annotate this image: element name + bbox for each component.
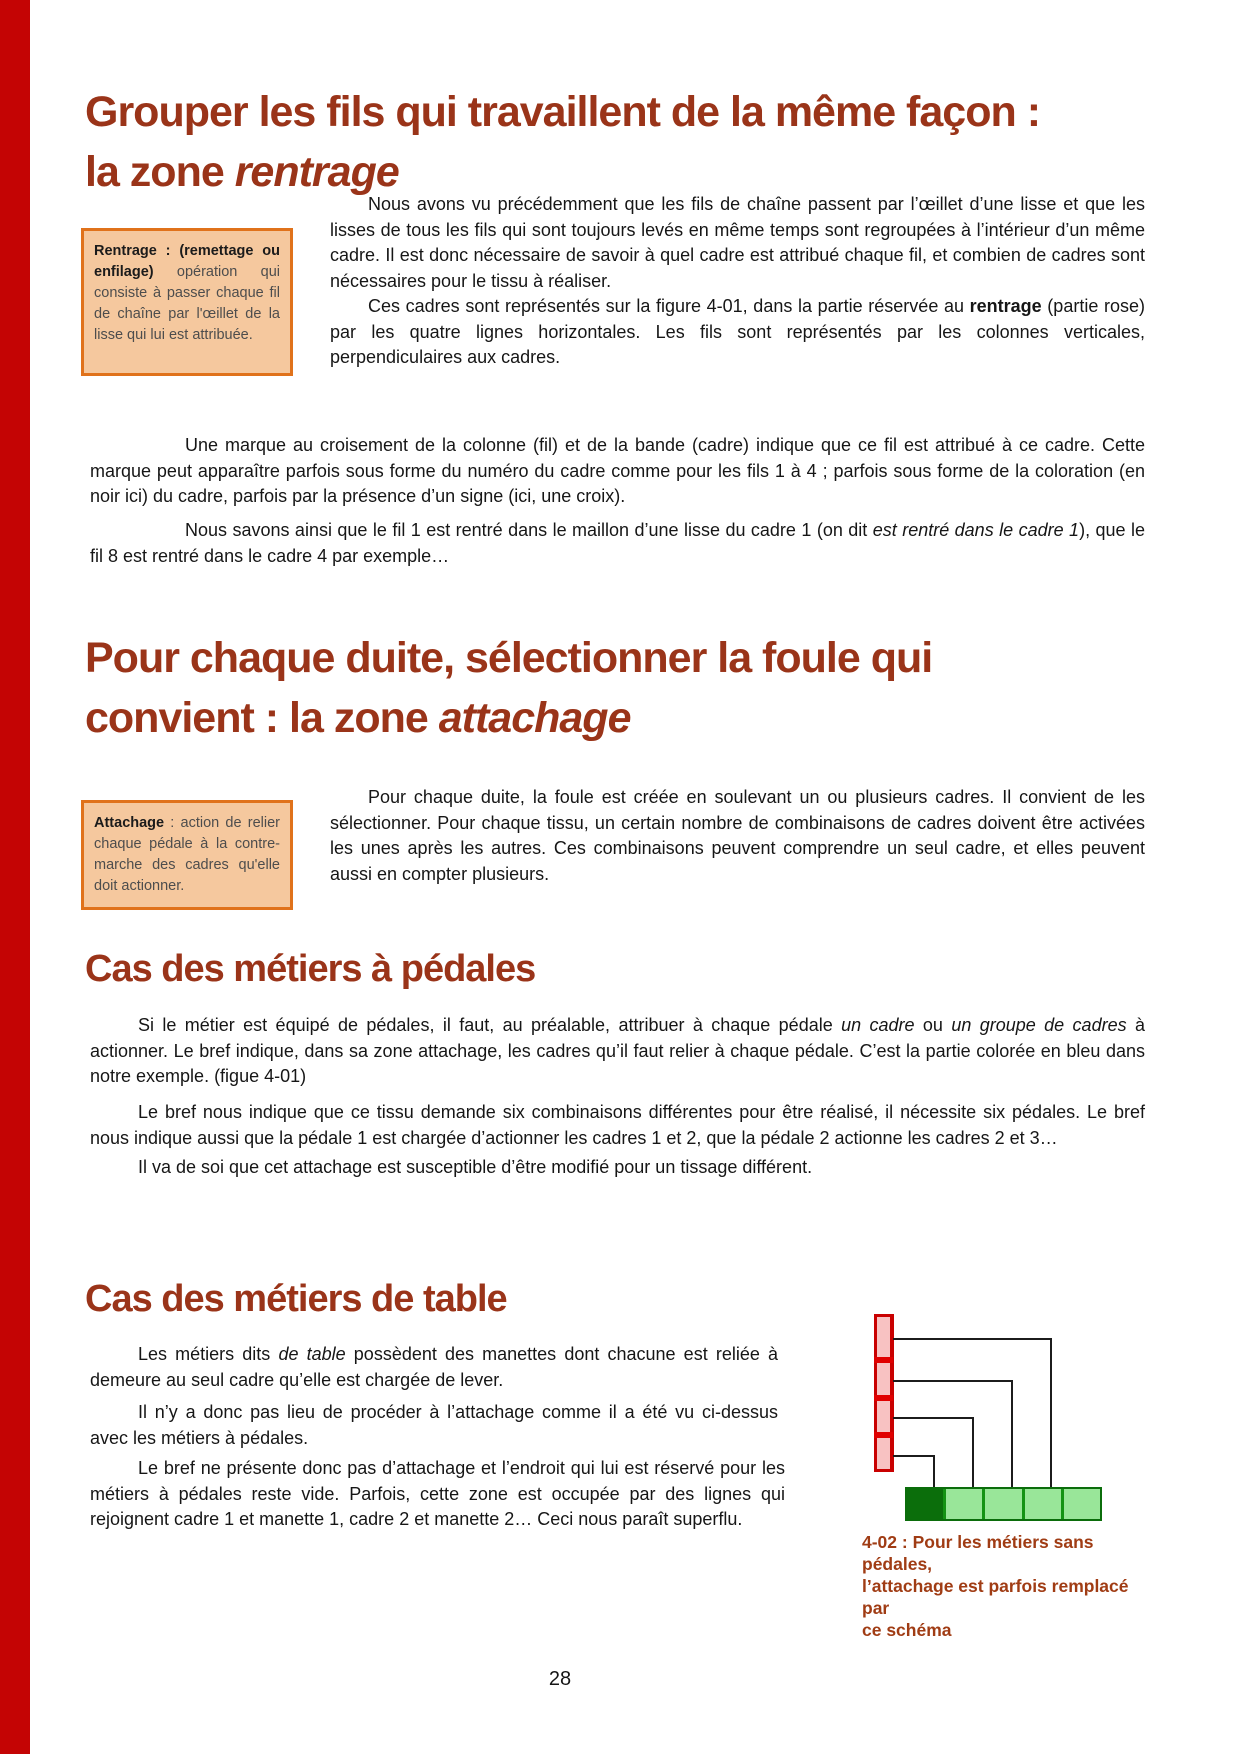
text-run: Si le métier est équipé de pédales, il faut, au préalable, attribuer à chaque pédale (138, 1015, 842, 1035)
paragraph (90, 518, 1145, 569)
title-attachage (85, 628, 1225, 748)
cadre-cell (1025, 1489, 1064, 1519)
figure-caption (862, 1531, 1147, 1641)
paragraph (90, 433, 1145, 510)
paragraph (90, 1155, 1145, 1181)
heading-metiers-a-pedales: Cas des métiers à pédales (85, 948, 536, 990)
manette-divider (874, 1432, 893, 1438)
attachage-intro-column (330, 785, 1145, 887)
text-run: Pour chaque duite, la foule est créée en soulevant un ou plusieurs cadres. Il convient de les sélectionner. Pour chaque tissu, un certain nombre de combinaisons de cadres doivent être activées les unes après les autres. Ces combinaisons peuvent comprendre un seul cadre, et elles peuvent aussi en compter plusieurs. (330, 787, 1145, 884)
text-run: (partie rose) par les quatre lignes horizontales. Les fils sont représentés par les colonnes verticales, perpendiculaires aux cadres. (330, 296, 1145, 367)
definition-body: : action de relier chaque pédale à la contre-marche des cadres qu'elle doit actionner. (94, 815, 280, 894)
cadre-cell-highlighted (907, 1489, 946, 1519)
manette-bar (874, 1314, 894, 1472)
cadre-cell (1064, 1489, 1100, 1519)
paragraph (90, 1100, 1145, 1151)
title-line2: la zone (85, 148, 235, 196)
paragraph (90, 1400, 778, 1451)
definition-term: Attachage (94, 815, 165, 831)
italic-run: un cadre (841, 1015, 915, 1035)
text-run: Le bref ne présente donc pas d’attachage et l’endroit qui lui est réservé pour les métiers à pédales reste vide. Parfois, cette zone est occupée par des lignes qui rejoignent cadre 1 et manette 1, cadre 2 et manette 2… Ceci nous paraît superflu. (90, 1458, 785, 1529)
title-rentrage (85, 82, 1225, 202)
left-red-stripe (0, 0, 30, 1754)
text-run: Nous avons vu précédemment que les fils de chaîne passent par l’œillet d’une lisse et que les lisses de tous les fils qui sont toujours levés en même temps sont regroupées à l’intérieur d’un même cadre. Il est donc nécessaire de savoir à quel cadre est attribué chaque fil, et combien de cadres sont nécessaires pour le tissu à réaliser. (330, 194, 1145, 291)
italic-run: de table (278, 1344, 346, 1364)
text-run: Ces cadres sont représentés sur la figure 4-01, dans la partie réservée au (368, 296, 970, 316)
cadre-bar (905, 1487, 1102, 1521)
definition-body: opération qui consiste à passer chaque fil de chaîne par l'œillet de la lisse qui lui est attribuée. (94, 264, 280, 343)
paragraph (90, 1342, 778, 1393)
paragraph (330, 785, 1145, 887)
rentrage-intro-column (330, 192, 1145, 371)
text-run: Il va de soi que cet attachage est susceptible d’être modifié pour un tissage différent. (138, 1157, 813, 1177)
caption-line: ce schéma (862, 1620, 952, 1640)
paragraph (330, 192, 1145, 294)
title-italic-word: attachage (438, 694, 631, 742)
paragraph (90, 1456, 785, 1533)
text-run: Le bref nous indique que ce tissu demande six combinaisons différentes pour être réalisé, il nécessite six pédales. Le bref nous indique aussi que la pédale 1 est chargée d’actionner les cadres 1 et 2, que la pédale 2 actionne les cadres 2 et 3… (90, 1102, 1145, 1148)
definition-term: Rentrage : (remettage ou enfilage) (94, 243, 280, 280)
italic-run: est rentré dans le cadre 1 (872, 520, 1080, 540)
text-run: Une marque au croisement de la colonne (fil) et de la bande (cadre) indique que ce fil est attribué à ce cadre. Cette marque peut apparaître parfois sous forme du numéro du cadre comme pour les fils 1 à 4 ; parfois sous forme de la coloration (en noir ici) du cadre, parfois par la présence d’un signe (ici, une croix). (90, 435, 1145, 506)
manette-divider (874, 1395, 893, 1401)
caption-line: 4-02 : Pour les métiers sans pédales, (862, 1532, 1094, 1574)
page-number: 28 (548, 1668, 572, 1690)
paragraph (90, 1013, 1145, 1090)
title-italic-word: rentrage (234, 148, 399, 196)
title-line1: Pour chaque duite, sélectionner la foule qui (85, 634, 933, 682)
italic-run: un groupe de cadres (951, 1015, 1127, 1035)
manette-divider (874, 1357, 893, 1363)
caption-line: l’attachage est parfois remplacé par (862, 1576, 1129, 1618)
title-line2: convient : la zone (85, 694, 439, 742)
attachage-definition-box (81, 800, 293, 910)
text-run: possèdent des manettes dont chacune est reliée à demeure au seul cadre qu’elle est chargée de lever. (90, 1344, 778, 1390)
cadre-cell (946, 1489, 985, 1519)
text-run: ou (914, 1015, 952, 1035)
text-run: à actionner. Le bref indique, dans sa zone attachage, les cadres qu’il faut relier à chaque pédale. C’est la partie colorée en bleu dans notre exemple. (figue 4-01) (90, 1015, 1145, 1086)
text-run: Nous savons ainsi que le fil 1 est rentré dans le maillon d’une lisse du cadre 1 (on dit (185, 520, 873, 540)
title-line1: Grouper les fils qui travaillent de la même façon : (85, 88, 1041, 136)
text-run: Il n’y a donc pas lieu de procéder à l’attachage comme il a été vu ci-dessus avec les métiers à pédales. (90, 1402, 778, 1448)
text-run: ), que le fil 8 est rentré dans le cadre 4 par exemple… (90, 520, 1145, 566)
rentrage-definition-box (81, 228, 293, 376)
paragraph (330, 294, 1145, 371)
connector-line (893, 1455, 935, 1490)
text-run: Les métiers dits (138, 1344, 279, 1364)
cadre-cell (985, 1489, 1024, 1519)
heading-metiers-de-table: Cas des métiers de table (85, 1278, 507, 1320)
bold-run: rentrage (969, 296, 1042, 316)
